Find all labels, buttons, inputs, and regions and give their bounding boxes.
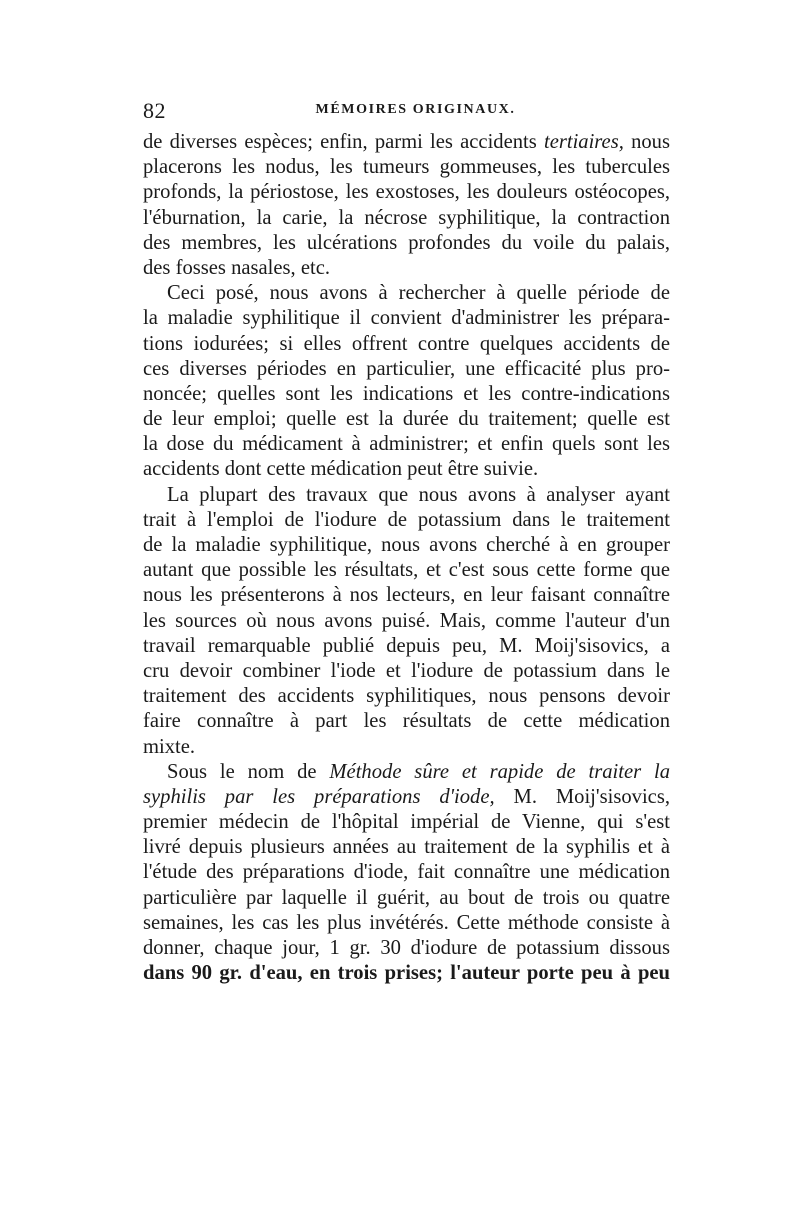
text-line: de leur emploi; quelle est la durée du traitement; quelle est	[143, 408, 670, 431]
text-line: particulière par laquelle il guérit, au bout de trois ou quatre	[143, 886, 670, 909]
text-line: autant que possible les résultats, et c'est sous cette forme que	[143, 559, 670, 582]
text-line: les sources où nous avons puisé. Mais, comme l'auteur d'un	[143, 609, 670, 632]
text-line: dans 90 gr. d'eau, en trois prises; l'auteur porte peu à peu	[143, 962, 670, 985]
body-text	[143, 130, 670, 986]
book-page	[143, 98, 670, 986]
text-line: semaines, les cas les plus invétérés. Cette méthode consiste à	[143, 911, 670, 934]
text-line: trait à l'emploi de l'iodure de potassium dans le traitement	[143, 508, 670, 531]
text-line: la dose du médicament à administrer; et enfin quels sont les	[143, 433, 670, 456]
text-line: mixte.	[143, 735, 196, 758]
paragraph-first-line: Sous le nom de Méthode sûre et rapide de traiter la	[167, 760, 670, 783]
text-line: nous les présenterons à nos lecteurs, en leur faisant connaître	[143, 584, 670, 607]
text-line: faire connaître à part les résultats de cette médication	[143, 710, 670, 733]
text-line: premier médecin de l'hôpital impérial de Vienne, qui s'est	[143, 811, 670, 834]
text-line: tions iodurées; si elles offrent contre quelques accidents de	[143, 332, 670, 355]
text-line: cru devoir combiner l'iode et l'iodure de potassium dans le	[143, 659, 670, 682]
text-line: des membres, les ulcérations profondes du voile du palais,	[143, 231, 670, 254]
text-line: traitement des accidents syphilitiques, nous pensons devoir	[143, 685, 670, 708]
text-line: donner, chaque jour, 1 gr. 30 d'iodure de potassium dissous	[143, 937, 670, 959]
text-line: de diverses espèces; enfin, parmi les accidents tertiaires, nous	[143, 131, 670, 153]
page-header	[143, 98, 670, 124]
page-number: 82	[143, 98, 166, 123]
text-line: livré depuis plusieurs années au traitement de la syphilis et à	[143, 836, 670, 859]
text-line: profonds, la périostose, les exostoses, les douleurs ostéocopes,	[143, 181, 670, 204]
text-line: placerons les nodus, les tumeurs gommeuses, les tubercules	[143, 156, 670, 179]
text-line: l'étude des préparations d'iode, fait connaître une médication	[143, 861, 670, 884]
text-line: accidents dont cette médication peut être suivie.	[143, 458, 539, 481]
text-line: de la maladie syphilitique, nous avons cherché à en grouper	[143, 534, 670, 556]
paragraph-first-line: Ceci posé, nous avons à rechercher à quelle période de	[167, 282, 670, 305]
text-line: ces diverses périodes en particulier, une efficacité plus pro-	[143, 357, 670, 380]
text-line: la maladie syphilitique il convient d'administrer les prépara-	[143, 307, 670, 330]
text-line: syphilis par les préparations d'iode, M. Moij'sisovics,	[143, 785, 670, 808]
paragraph-first-line: La plupart des travaux que nous avons à analyser ayant	[167, 483, 670, 506]
text-line: des fosses nasales, etc.	[143, 256, 331, 279]
text-line: l'éburnation, la carie, la nécrose syphilitique, la contraction	[143, 206, 670, 229]
text-line: noncée; quelles sont les indications et les contre-indications	[143, 382, 670, 405]
running-head: MÉMOIRES ORIGINAUX.	[315, 102, 516, 117]
text-line: travail remarquable publié depuis peu, M. Moij'sisovics, a	[143, 634, 670, 657]
